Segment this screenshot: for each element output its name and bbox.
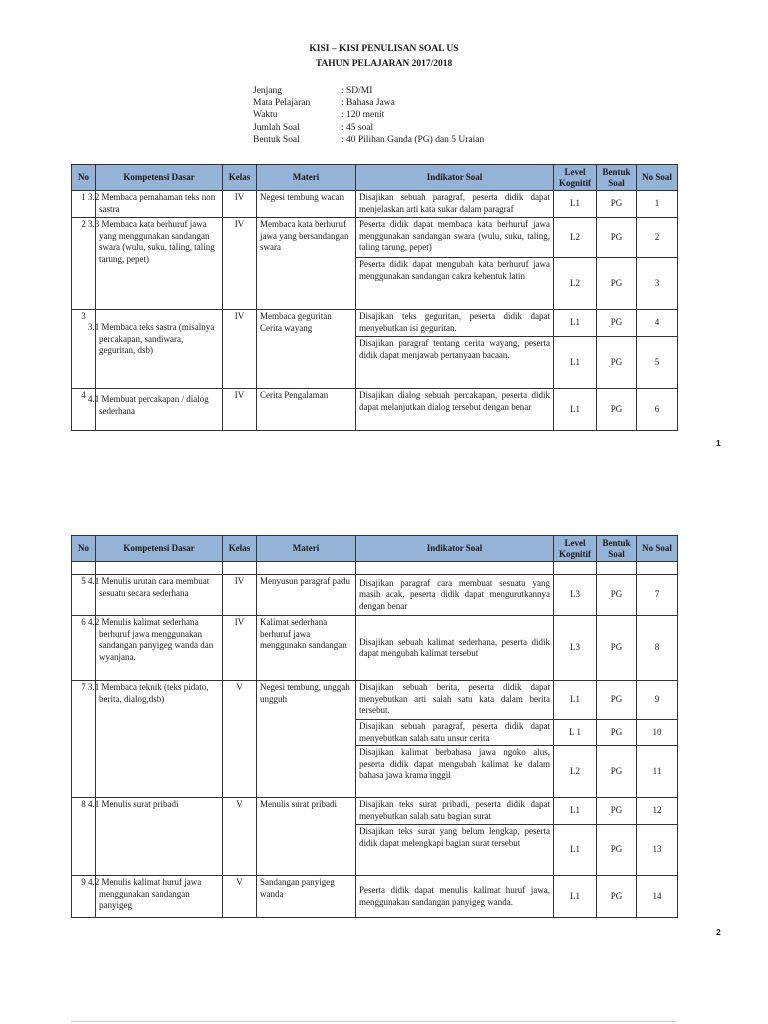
header-kompetensi-dasar: Kompetensi Dasar xyxy=(96,536,223,562)
page-divider xyxy=(71,1021,677,1022)
cell-level: L3 xyxy=(554,616,597,681)
cell-indikator: Peserta didik dapat mengubah kata berhuruf jawa menggunakan sandangan cakra kebentuk latin xyxy=(356,258,554,310)
meta-value: : 45 soal xyxy=(341,122,374,133)
cell-materi: Sandangan panyigeg wanda xyxy=(257,876,356,918)
header-no-soal: No Soal xyxy=(637,536,678,562)
cell-kompetensi-dasar: 3.2 Membaca pemahaman teks non sastra xyxy=(96,191,223,218)
cell-bentuk: PG xyxy=(597,876,637,918)
table-row xyxy=(72,798,678,825)
header-indikator-soal: Indikator Soal xyxy=(356,165,554,191)
table-row xyxy=(72,218,678,258)
cell-no-soal: 7 xyxy=(637,575,678,616)
cell-bentuk: PG xyxy=(597,389,637,431)
cell-no-soal: 1 xyxy=(637,191,678,218)
cell-level: L2 xyxy=(554,258,597,310)
header-indikator-soal: Indikator Soal xyxy=(356,536,554,562)
cell-kompetensi-dasar: 4.2 Menulis kalimat sederhana berhuruf jawa menggunakan sandangan panyigeg wanda dan wyanjana. xyxy=(96,616,223,681)
cell-level: L1 xyxy=(554,191,597,218)
cell-level: L1 xyxy=(554,389,597,431)
cell-no-soal: 5 xyxy=(637,337,678,389)
cell-no-soal: 10 xyxy=(637,720,678,746)
meta-label: Bentuk Soal xyxy=(253,134,300,145)
cell-kompetensi-dasar: 4.1 Membuat percakapan / dialog sederhana xyxy=(96,389,223,431)
cell-materi: Negesi tembung wacan xyxy=(257,191,356,218)
cell-indikator: Disajikan teks geguritan, peserta didik dapat menyebutkan isi geguritan. xyxy=(356,310,554,337)
cell-materi: Cerita Pengalaman xyxy=(257,389,356,431)
header-kelas: Kelas xyxy=(223,165,257,191)
cell-kelas: IV xyxy=(223,218,257,310)
cell-no: 7 xyxy=(72,681,96,798)
header-materi: Materi xyxy=(257,165,356,191)
cell-indikator: Disajikan dialog sebuah percakapan, peserta didik dapat melanjutkan dialog tersebut dengan benar xyxy=(356,389,554,431)
meta-mata-pelajaran xyxy=(253,97,484,109)
cell-materi: Membaca geguritan Cerita wayang xyxy=(257,310,356,389)
header-materi: Materi xyxy=(257,536,356,562)
cell-no-soal: 14 xyxy=(637,876,678,918)
cell-kelas: IV xyxy=(223,389,257,431)
meta-bentuk-soal xyxy=(253,134,484,146)
cell-bentuk: PG xyxy=(597,798,637,825)
cell-materi: Membaca kata berhuruf jawa yang bersandangan swara xyxy=(257,218,356,310)
cell-bentuk: PG xyxy=(597,746,637,798)
cell-indikator: Disajikan teks surat pribadi, peserta didik dapat menyebutkan salah satu bagian surat xyxy=(356,798,554,825)
meta-value: : 120 menit xyxy=(341,110,385,121)
cell-bentuk: PG xyxy=(597,258,637,310)
cell-no-soal: 11 xyxy=(637,746,678,798)
cell-kelas: V xyxy=(223,798,257,876)
header-no-soal: No Soal xyxy=(637,165,678,191)
table-row xyxy=(72,575,678,616)
header-level-kognitif: Level Kognitif xyxy=(554,536,597,562)
cell-indikator: Disajikan sebuah paragraf, peserta didik dapat menyebutkan salah satu unsur cerita xyxy=(356,720,554,746)
cell-materi: Negesi tembung, unggah ungguh xyxy=(257,681,356,798)
cell-bentuk: PG xyxy=(597,337,637,389)
cell-no-soal: 4 xyxy=(637,310,678,337)
cell-indikator: Disajikan kalimat berbahasa jawa ngoko alus, peserta didik dapat mengubah kalimat ke dalam bahasa jawa krama inggil xyxy=(356,746,554,798)
cell-kompetensi-dasar: 4.1 Menulis urutan cara membuat sesuatu secara sederhana xyxy=(96,575,223,616)
cell-kelas: V xyxy=(223,876,257,918)
table-row xyxy=(72,616,678,681)
document-subtitle: TAHUN PELAJARAN 2017/2018 xyxy=(315,59,453,69)
cell-no-soal: 13 xyxy=(637,825,678,876)
cell-no: 4 xyxy=(72,389,96,431)
cell-level: L2 xyxy=(554,218,597,258)
meta-label: Waktu xyxy=(253,110,278,121)
cell-kompetensi-dasar: 3.3 Membaca kata berhuruf jawa yang menggunakan sandangan swara (wulu, suku, taling, taling tarung, pepet) xyxy=(96,218,223,310)
cell-kompetensi-dasar: 3.1 Membaca teks sastra (misalnya percakapan, sandiwara, geguritan, dsb) xyxy=(96,310,223,389)
kisi-table-page-1 xyxy=(71,164,678,431)
meta-waktu xyxy=(253,109,484,121)
cell-kelas: V xyxy=(223,681,257,798)
table-row xyxy=(72,681,678,720)
cell-bentuk: PG xyxy=(597,681,637,720)
cell-indikator: Disajikan paragraf cara membuat sesuatu yang masih acak, peserta didik dapat mengurutkannya dengan benar xyxy=(356,575,554,616)
cell-indikator: Disajikan teks surat yang belum lengkap, peserta didik dapat melengkapi bagian surat tersebut xyxy=(356,825,554,876)
document-title: KISI – KISI PENULISAN SOAL US xyxy=(309,44,459,54)
cell-kompetensi-dasar: 4.2 Menulis kalimat huruf jawa menggunakan sandangan panyigeg xyxy=(96,876,223,918)
table-row xyxy=(72,389,678,431)
cell-level: L 1 xyxy=(554,720,597,746)
cell-kelas: IV xyxy=(223,310,257,389)
cell-no-soal: 6 xyxy=(637,389,678,431)
cell-bentuk: PG xyxy=(597,218,637,258)
cell-no: 1 xyxy=(72,191,96,218)
page-number-1: 1 xyxy=(716,438,721,448)
cell-no-soal: 8 xyxy=(637,616,678,681)
cell-level: L1 xyxy=(554,876,597,918)
document-meta xyxy=(253,85,484,146)
header-no: No xyxy=(72,165,96,191)
cell-no: 8 xyxy=(72,798,96,876)
cell-no-soal: 2 xyxy=(637,218,678,258)
cell-bentuk: PG xyxy=(597,575,637,616)
page-number-2: 2 xyxy=(716,927,721,937)
cell-level: L1 xyxy=(554,310,597,337)
cell-level: L1 xyxy=(554,681,597,720)
meta-value: : Bahasa Jawa xyxy=(341,98,395,109)
header-kelas: Kelas xyxy=(223,536,257,562)
cell-no: 6 xyxy=(72,616,96,681)
cell-materi: Menyusun paragraf padu xyxy=(257,575,356,616)
cell-indikator: Peserta didik dapat membaca kata berhuruf jawa menggunakan sandangan swara (wulu, suku, taling, taling tarung, pepet) xyxy=(356,218,554,258)
cell-bentuk: PG xyxy=(597,191,637,218)
cell-level: L1 xyxy=(554,337,597,389)
table-row xyxy=(72,876,678,918)
cell-kompetensi-dasar: 4.1 Menulis surat pribadi xyxy=(96,798,223,876)
cell-level: L3 xyxy=(554,575,597,616)
meta-label: Mata Pelajaran xyxy=(253,98,311,109)
cell-no: 2 xyxy=(72,218,96,310)
meta-jumlah-soal xyxy=(253,122,484,134)
cell-no: 9 xyxy=(72,876,96,918)
cell-kelas: IV xyxy=(223,575,257,616)
header-no: No xyxy=(72,536,96,562)
cell-kelas: IV xyxy=(223,191,257,218)
spacer-row xyxy=(72,562,678,575)
meta-value: : 40 Pilihan Ganda (PG) dan 5 Uraian xyxy=(341,134,485,145)
cell-materi: Kalimat sederhana berhuruf jawa menggunakn sandangan xyxy=(257,616,356,681)
cell-no-soal: 3 xyxy=(637,258,678,310)
header-bentuk-soal: Bentuk Soal xyxy=(597,165,637,191)
cell-bentuk: PG xyxy=(597,616,637,681)
header-level-kognitif: Level Kognitif xyxy=(554,165,597,191)
table-row xyxy=(72,191,678,218)
cell-indikator: Disajikan paragraf tentang cerita wayang, peserta didik dapat menjawab pertanyaan bacaan. xyxy=(356,337,554,389)
table-row xyxy=(72,310,678,337)
cell-no-soal: 9 xyxy=(637,681,678,720)
cell-bentuk: PG xyxy=(597,825,637,876)
cell-no-soal: 12 xyxy=(637,798,678,825)
meta-label: Jumlah Soal xyxy=(253,122,300,133)
cell-kelas: IV xyxy=(223,616,257,681)
meta-label: Jenjang xyxy=(253,86,283,96)
cell-bentuk: PG xyxy=(597,720,637,746)
meta-value: : SD/MI xyxy=(341,86,373,96)
cell-kompetensi-dasar: 3.1 Membaca teknik (teks pidato, berita, dialog,dsb) xyxy=(96,681,223,798)
cell-indikator: Disajikan sebuah kalimat sederhana, peserta didik dapat mengubah kalimat tersebut xyxy=(356,616,554,681)
cell-indikator: Disajikan sebuah berita, peserta didik dapat menyebutkan arti salah satu kata dalam berita tersebut. xyxy=(356,681,554,720)
cell-no: 5 xyxy=(72,575,96,616)
cell-no: 3 xyxy=(72,310,96,389)
header-kompetensi-dasar: Kompetensi Dasar xyxy=(96,165,223,191)
kisi-table-page-2 xyxy=(71,535,678,918)
cell-materi: Menulis surat pribadi xyxy=(257,798,356,876)
cell-indikator: Disajikan sebuah paragraf, peserta didik dapat menjelaskan arti kata sukar dalam paragraf xyxy=(356,191,554,218)
cell-level: L1 xyxy=(554,825,597,876)
cell-level: L1 xyxy=(554,798,597,825)
cell-bentuk: PG xyxy=(597,310,637,337)
meta-jenjang xyxy=(253,85,484,97)
header-bentuk-soal: Bentuk Soal xyxy=(597,536,637,562)
cell-level: L2 xyxy=(554,746,597,798)
cell-indikator: Peserta didik dapat menulis kalimat huruf jawa, menggunakan sandangan panyigeg wanda. xyxy=(356,876,554,918)
